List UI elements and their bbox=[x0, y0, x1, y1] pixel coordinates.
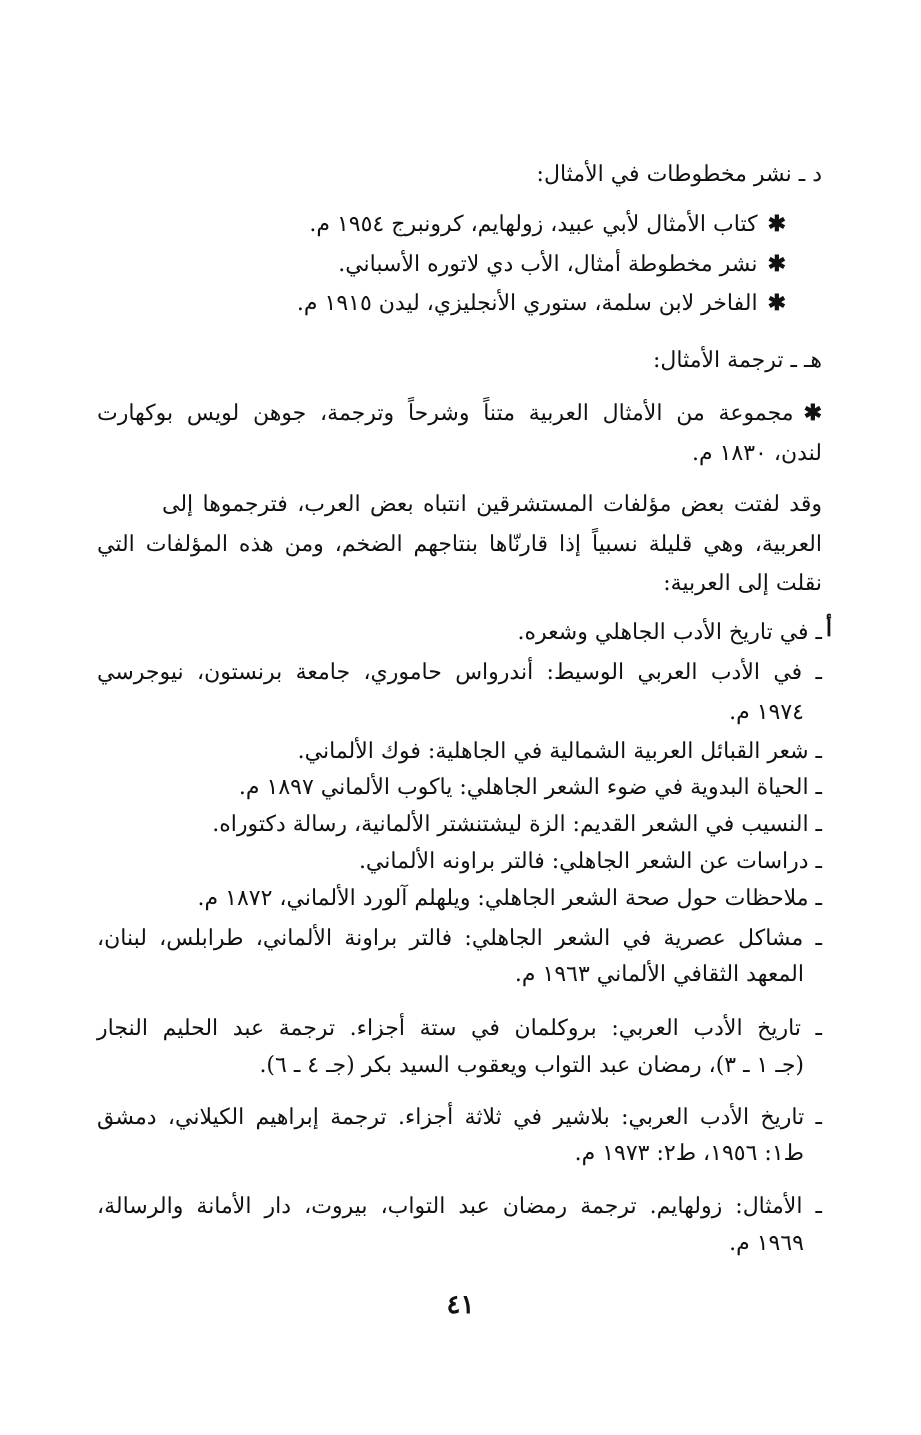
section-a-entry-10-line-1: ـ الأمثال: زولهايم. ترجمة رمضان عبد التواب، بيروت، دار الأمانة والرسالة، bbox=[97, 1194, 822, 1219]
section-d-heading: د ـ نشر مخطوطات في الأمثال: bbox=[536, 162, 822, 187]
section-a-entry-2: ـ شعر القبائل العربية الشمالية في الجاهلية: فوك الألماني. bbox=[297, 739, 822, 764]
section-a-entry-9-line-1: ـ تاريخ الأدب العربي: بلاشير في ثلاثة أجزاء. ترجمة إبراهيم الكيلاني، دمشق bbox=[97, 1105, 822, 1130]
section-d-item-1 bbox=[309, 207, 786, 243]
paragraph-line-1: وقد لفتت بعض مؤلفات المستشرقين انتباه بعض العرب، فترجموها إلى bbox=[162, 492, 822, 517]
list-item-text: نشر مخطوطة أمثال، الأب دي لاتوره الأسباني. bbox=[338, 252, 758, 277]
paragraph-line-3: نقلت إلى العربية: bbox=[663, 571, 822, 596]
star-bullet-icon: ✱ bbox=[767, 211, 786, 237]
section-h-heading: هـ ـ ترجمة الأمثال: bbox=[652, 348, 822, 373]
star-bullet-icon: ✱ bbox=[767, 251, 786, 277]
section-a-entry-9-line-2: ط١: ١٩٥٦، ط٢: ١٩٧٣ م. bbox=[574, 1141, 804, 1166]
section-a-entry-7-line-1: ـ مشاكل عصرية في الشعر الجاهلي: فالتر براونة الألماني، طرابلس، لبنان، bbox=[97, 926, 822, 951]
section-a-entry-3: ـ الحياة البدوية في ضوء الشعر الجاهلي: ياكوب الألماني ١٨٩٧ م. bbox=[238, 775, 822, 800]
paragraph-line-2: العربية، وهي قليلة نسبياً إذا قارنّاها بنتاجهم الضخم، ومن هذه المؤلفات التي bbox=[97, 532, 822, 557]
section-d-item-2 bbox=[338, 247, 786, 283]
section-d-item-3 bbox=[297, 286, 786, 322]
section-a-entry-8-line-2: (جـ ١ ـ ٣)، رمضان عبد التواب ويعقوب السيد بكر (جـ ٤ ـ ٦). bbox=[259, 1053, 804, 1078]
section-a-entry-1-line-2: ١٩٧٤ م. bbox=[729, 700, 804, 725]
section-a-entry-1-line-1: ـ في الأدب العربي الوسيط: أندرواس حاموري، جامعة برنستون، نيوجرسي bbox=[97, 660, 822, 685]
section-a-entry-4: ـ النسيب في الشعر القديم: الزة ليشتنشتر الألمانية، رسالة دكتوراه. bbox=[212, 812, 822, 837]
list-item-text: كتاب الأمثال لأبي عبيد، زولهايم، كرونبرج ١٩٥٤ م. bbox=[309, 212, 758, 237]
section-a-heading: ـ في تاريخ الأدب الجاهلي وشعره. bbox=[517, 620, 822, 645]
section-h-item-line-1 bbox=[97, 396, 822, 432]
list-item-text: مجموعة من الأمثال العربية متناً وشرحاً وترجمة، جوهن لويس بوكهارت bbox=[97, 401, 794, 426]
section-a-entry-5: ـ دراسات عن الشعر الجاهلي: فالتر براونه الألماني. bbox=[358, 849, 822, 874]
section-a-entry-6: ـ ملاحظات حول صحة الشعر الجاهلي: ويلهلم آلورد الألماني، ١٨٧٢ م. bbox=[197, 886, 822, 911]
list-item-text: الفاخر لابن سلمة، ستوري الأنجليزي، ليدن ١٩١٥ م. bbox=[296, 291, 758, 316]
star-bullet-icon: ✱ bbox=[803, 400, 822, 426]
section-a-entry-10-line-2: ١٩٦٩ م. bbox=[729, 1231, 804, 1256]
star-bullet-icon: ✱ bbox=[767, 290, 786, 316]
section-a-entry-8-line-1: ـ تاريخ الأدب العربي: بروكلمان في ستة أجزاء. ترجمة عبد الحليم النجار bbox=[97, 1016, 822, 1041]
section-a-entry-7-line-2: المعهد الثقافي الألماني ١٩٦٣ م. bbox=[514, 962, 804, 987]
section-h-item-line-2: لندن، ١٨٣٠ م. bbox=[691, 441, 822, 466]
section-a-marker: أ bbox=[825, 616, 832, 642]
page-number: ٤١ bbox=[446, 1290, 475, 1320]
